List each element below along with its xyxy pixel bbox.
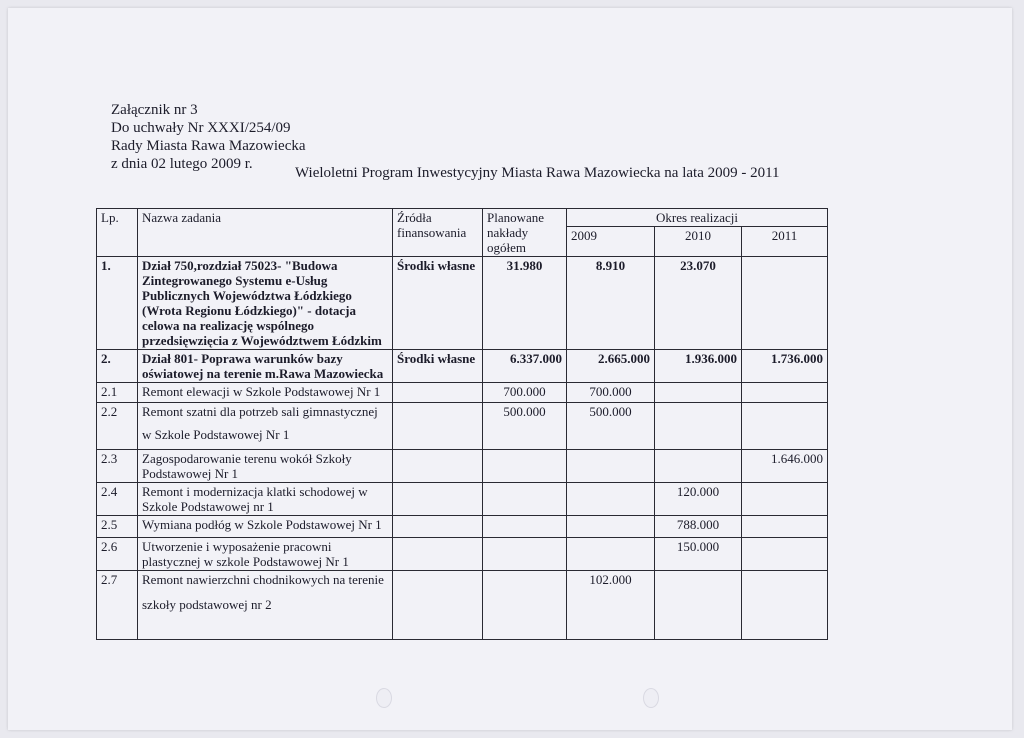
- row-nazwa: Remont elewacji w Szkole Podstawowej Nr 1: [138, 383, 393, 403]
- table-row: [97, 350, 828, 383]
- header-line-attachment: Załącznik nr 3: [111, 102, 198, 118]
- row-zrodla: [393, 383, 483, 403]
- header-2011: 2011: [742, 227, 828, 257]
- row-2011: [742, 257, 828, 350]
- row-2009: [567, 450, 655, 483]
- row-nazwa: Dział 750,rozdział 75023- "Budowa Zintegrowanego Systemu e-Usług Publicznych Województwa Łódzkiego (Wrota Regionu Łódzkiego)" - dotacja celowa na realizację wspólnego przedsięwzięcia z Województwem Łódzkim: [138, 257, 393, 350]
- row-2011: 1.736.000: [742, 350, 828, 383]
- row-nazwa: Dział 801- Poprawa warunków bazy oświatowej na terenie m.Rawa Mazowiecka: [138, 350, 393, 383]
- table-row: [97, 516, 828, 538]
- row-2009: 8.910: [567, 257, 655, 350]
- table-row: [97, 257, 828, 350]
- row-nazwa: Remont i modernizacja klatki schodowej w Szkole Podstawowej nr 1: [138, 483, 393, 516]
- table-row: [97, 403, 828, 450]
- header-nazwa: Nazwa zadania: [138, 209, 393, 257]
- row-2011: [742, 403, 828, 450]
- header-zrodla: Źródła finansowania: [393, 209, 483, 257]
- row-zrodla: Środki własne: [393, 350, 483, 383]
- header-lp: Lp.: [97, 209, 138, 257]
- row-planowane: 700.000: [483, 383, 567, 403]
- row-2009: [567, 483, 655, 516]
- row-lp: 2.4: [97, 483, 138, 516]
- row-2010: 120.000: [655, 483, 742, 516]
- header-line-resolution: Do uchwały Nr XXXI/254/09: [111, 120, 291, 136]
- row-2009: 102.000: [567, 571, 655, 640]
- header-line-date: z dnia 02 lutego 2009 r.: [111, 156, 253, 172]
- row-2009: 500.000: [567, 403, 655, 450]
- row-zrodla: [393, 571, 483, 640]
- header-row: [97, 209, 828, 227]
- row-zrodla: [393, 483, 483, 516]
- row-nazwa: Utworzenie i wyposażenie pracowni plastycznej w szkole Podstawowej Nr 1: [138, 538, 393, 571]
- row-2010: [655, 450, 742, 483]
- punch-hole-left: [376, 688, 392, 708]
- row-2009: 700.000: [567, 383, 655, 403]
- row-2011: [742, 571, 828, 640]
- row-nazwa: Zagospodarowanie terenu wokół Szkoły Podstawowej Nr 1: [138, 450, 393, 483]
- row-zrodla: [393, 516, 483, 538]
- table-row: [97, 571, 828, 640]
- row-zrodla: [393, 538, 483, 571]
- table-row: [97, 450, 828, 483]
- row-lp: 2.5: [97, 516, 138, 538]
- row-planowane: [483, 538, 567, 571]
- table-row: [97, 483, 828, 516]
- row-lp: 2.1: [97, 383, 138, 403]
- row-2009: [567, 538, 655, 571]
- row-nazwa-line2: w Szkole Podstawowej Nr 1: [142, 427, 290, 442]
- header-okres: Okres realizacji: [567, 209, 828, 227]
- header-planowane: Planowane nakłady ogółem: [483, 209, 567, 257]
- row-planowane: [483, 516, 567, 538]
- row-2009: [567, 516, 655, 538]
- row-2009: 2.665.000: [567, 350, 655, 383]
- investment-table: [96, 208, 828, 640]
- row-nazwa-line1: Remont szatni dla potrzeb sali gimnastycznej: [142, 404, 378, 419]
- row-lp: 1.: [97, 257, 138, 350]
- row-planowane: [483, 483, 567, 516]
- row-2010: [655, 383, 742, 403]
- row-nazwa: [138, 571, 393, 640]
- row-zrodla: Środki własne: [393, 257, 483, 350]
- row-2010: 1.936.000: [655, 350, 742, 383]
- table-row: [97, 383, 828, 403]
- row-planowane: 31.980: [483, 257, 567, 350]
- row-nazwa-line2: szkoły podstawowej nr 2: [142, 597, 272, 612]
- punch-hole-right: [643, 688, 659, 708]
- row-planowane: [483, 571, 567, 640]
- row-lp: 2.3: [97, 450, 138, 483]
- row-nazwa: Wymiana podłóg w Szkole Podstawowej Nr 1: [138, 516, 393, 538]
- document-header: [111, 101, 306, 173]
- row-lp: 2.7: [97, 571, 138, 640]
- row-2011: [742, 516, 828, 538]
- row-lp: 2.2: [97, 403, 138, 450]
- row-planowane: 6.337.000: [483, 350, 567, 383]
- row-lp: 2.6: [97, 538, 138, 571]
- row-2010: [655, 571, 742, 640]
- table-row: [97, 538, 828, 571]
- row-2011: [742, 538, 828, 571]
- row-2010: 788.000: [655, 516, 742, 538]
- row-2010: [655, 403, 742, 450]
- row-2011: [742, 383, 828, 403]
- row-planowane: [483, 450, 567, 483]
- row-zrodla: [393, 450, 483, 483]
- row-2011: [742, 483, 828, 516]
- row-lp: 2.: [97, 350, 138, 383]
- row-nazwa: [138, 403, 393, 450]
- document-title: Wieloletni Program Inwestycyjny Miasta Rawa Mazowiecka na lata 2009 - 2011: [295, 165, 780, 181]
- row-2011: 1.646.000: [742, 450, 828, 483]
- header-2009: 2009: [567, 227, 655, 257]
- row-planowane: 500.000: [483, 403, 567, 450]
- row-2010: 23.070: [655, 257, 742, 350]
- header-line-council: Rady Miasta Rawa Mazowiecka: [111, 138, 306, 154]
- row-zrodla: [393, 403, 483, 450]
- row-nazwa-line1: Remont nawierzchni chodnikowych na terenie: [142, 572, 384, 587]
- header-2010: 2010: [655, 227, 742, 257]
- row-2010: 150.000: [655, 538, 742, 571]
